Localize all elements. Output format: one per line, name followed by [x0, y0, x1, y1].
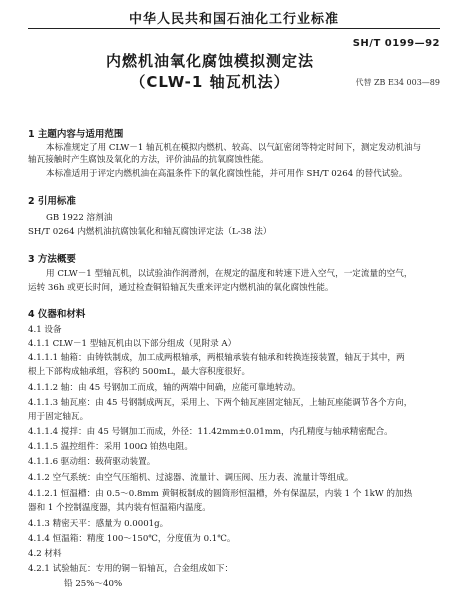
clause-line: 4.1.1.4 搅拌：由 45 号钢加工而成，外径：11.42mm±0.01mm，内孔精度与轴承精密配合。: [28, 427, 393, 437]
document-subtitle: （CLW-1 轴瓦机法）: [130, 73, 290, 91]
paragraph-line: 运转 36h 或更长时间，通过检查铜铅轴瓦失重来评定内燃机油的氧化腐蚀性能。: [28, 283, 334, 293]
clause-line: 4.1.1.6 驱动组：载荷驱动装置。: [28, 457, 156, 467]
clause-line: 4.1.1.1 轴箱：由铸铁制成，加工成两根轴承，两根轴承装有轴承和转换连接装置，轴瓦于其中，两: [28, 353, 405, 363]
clause-line: 4.1.1 CLW－1 型轴瓦机由以下部分组成（见附录 A）: [28, 339, 237, 349]
clause-line: 4.1.4 恒温箱：精度 100～150℃，分度值为 0.1℃。: [28, 534, 236, 544]
paragraph-line: 本标准规定了用 CLW－1 轴瓦机在模拟内燃机、较高、以气缸密闭等特定时间下，测定发动机油与: [46, 143, 422, 153]
standard-organization: 中华人民共和国石油化工行业标准: [128, 12, 339, 27]
clause-line: 4.1.2.1 恒温槽：由 0.5～0.8mm 黄铜板制成的圆筒形恒温槽，外有保温层，内装 1 个 1kW 的加热: [28, 489, 413, 499]
clause-line: 4.2 材料: [28, 549, 62, 559]
clause-line: 4.1.2 空气系统：由空气压缩机、过滤器、流量计、调压阀、压力表、流量计等组成。: [28, 473, 354, 483]
paragraph-line: 本标准适用于评定内燃机油在高温条件下的氧化腐蚀性能，并可用作 SH/T 0264 的替代试验。: [46, 169, 408, 179]
standard-number: SH/T 0199—92: [352, 38, 440, 49]
paragraph-line: 轴瓦接触时产生腐蚀及氧化的方法，评价油品的抗氧腐蚀性能。: [28, 155, 269, 165]
section-heading: 4 仪器和材料: [28, 309, 86, 320]
clause-line: 4.1.1.2 轴：由 45 号钢加工而成，轴的两端中间确，应能可靠地转动。: [28, 383, 301, 393]
clause-line: 4.1.3 精密天平：感量为 0.0001g。: [28, 519, 169, 529]
reference-line: SH/T 0264 内燃机油抗腐蚀氧化和轴瓦腐蚀评定法（L-38 法）: [28, 227, 272, 237]
clause-line: 用于固定轴瓦。: [28, 412, 89, 422]
section-heading: 3 方法概要: [28, 254, 76, 265]
section-heading: 1 主题内容与适用范围: [28, 129, 124, 140]
clause-line: 铅 25%～40%: [64, 579, 123, 589]
paragraph-line: 用 CLW－1 型轴瓦机，以试验油作润滑剂，在规定的温度和转速下进入空气，一定流量的空气，: [46, 269, 413, 279]
clause-line: 器和 1 个控制温度器，其内装有恒温箱内温度。: [28, 503, 211, 513]
reference-line: GB 1922 溶剂油: [46, 213, 113, 223]
clause-line: 根上下部构成轴承组，容积约 500mL，最大容积度很好。: [28, 367, 251, 377]
clause-line: 4.1 设备: [28, 325, 62, 335]
header-rule: [28, 28, 440, 29]
document-title: 内燃机油氧化腐蚀模拟测定法: [105, 52, 314, 70]
section-heading: 2 引用标准: [28, 196, 76, 207]
replaces-standard: 代替 ZB E34 003—89: [355, 78, 440, 87]
clause-line: 4.1.1.5 温控组件：采用 100Ω 铂热电阻。: [28, 442, 193, 452]
clause-line: 4.1.1.3 轴瓦座：由 45 号钢制成两瓦，采用上、下两个轴瓦座固定轴瓦，上轴瓦座能调节各个方向，: [28, 398, 413, 408]
clause-line: 4.2.1 试验轴瓦：专用的铜－铅轴瓦，合金组成如下：: [28, 564, 234, 574]
